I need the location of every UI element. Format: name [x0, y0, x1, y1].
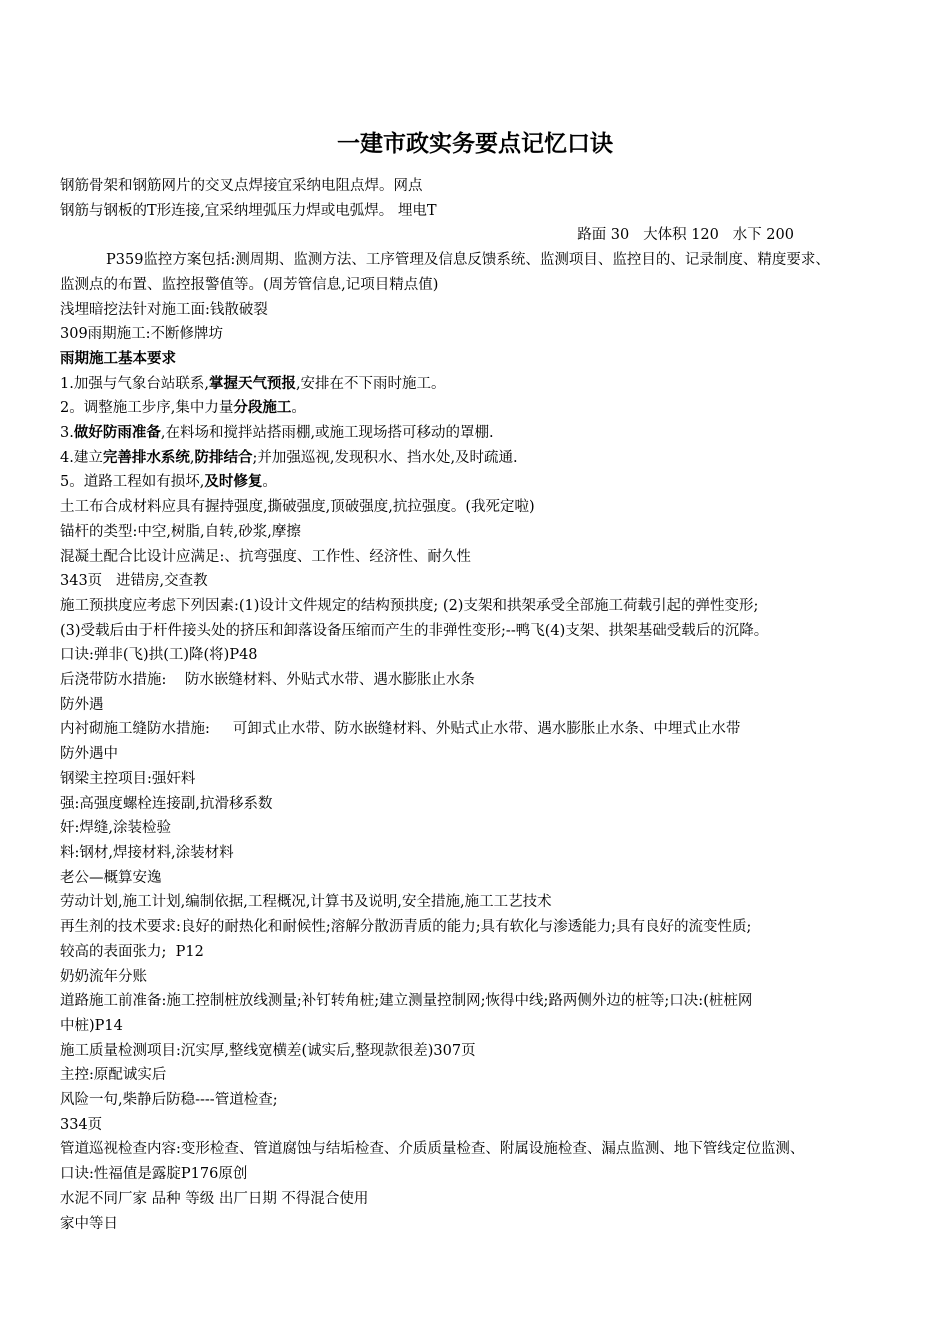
text-run: 施工质量检测项目:沉实厚,整线宽横差(诚实后,整现款很差)307页: [60, 1042, 476, 1059]
text-line: [60, 742, 910, 767]
text-line: [60, 668, 910, 693]
text-run: 锚杆的类型:中空,树脂,自转,砂浆,摩擦: [60, 523, 301, 540]
text-line: [60, 372, 910, 397]
bold-text-run: 完善排水系统: [102, 448, 190, 466]
bold-text-run: 分段施工: [233, 399, 292, 417]
text-run: 钢筋与钢板的T形连接,宜采纳埋弧压力焊或电弧焊。 埋电T: [60, 202, 437, 219]
text-run: 料:钢材,焊接材料,涂装材料: [60, 844, 234, 861]
text-run: 混凝土配合比设计应满足:、抗弯强度、工作性、经济性、耐久性: [60, 548, 471, 565]
text-run: 防外遇: [60, 696, 104, 713]
text-run: 4.建立: [60, 449, 103, 466]
text-line: [60, 965, 910, 990]
text-line: [60, 866, 910, 891]
text-run: 奸:焊缝,涂装检验: [60, 820, 171, 837]
text-line: [60, 446, 910, 471]
text-run: 。: [291, 400, 306, 417]
text-run: 监测点的布置、监控报警值等。(周芳管信息,记项目精点值): [60, 276, 439, 293]
text-run: 主控:原配诚实后: [60, 1067, 167, 1084]
text-line: [60, 421, 910, 446]
text-run: 309雨期施工:不断修牌坊: [60, 326, 224, 343]
text-line: [60, 298, 910, 323]
text-line: [60, 545, 910, 570]
text-run: 奶奶流年分账: [60, 968, 147, 985]
text-line: [60, 619, 910, 644]
text-run: 劳动计划,施工计划,编制依据,工程概况,计算书及说明,安全措施,施工工艺技术: [60, 894, 552, 911]
text-line: [60, 347, 910, 372]
text-run: ;并加强巡视,发现积水、挡水处,及时疏通.: [252, 449, 518, 466]
text-line: [60, 792, 910, 817]
text-run: 钢筋骨架和钢筋网片的交叉点焊接宜采纳电阻点焊。网点: [60, 178, 423, 194]
text-line: [60, 1039, 910, 1064]
text-run: 内衬砌施工缝防水措施: 可卸式止水带、防水嵌缝材料、外贴式止水带、遇水膨胀止水条、中埋式止水带: [60, 721, 741, 738]
text-run: 334页: [60, 1116, 103, 1133]
text-line: [60, 767, 910, 792]
bold-text-run: 做好防雨准备: [73, 424, 161, 442]
text-run: 老公—概算安逸: [60, 869, 162, 886]
text-line: [60, 322, 910, 347]
text-run: 土工布合成材料应具有握持强度,撕破强度,顶破强度,抗拉强度。(我死定啦): [60, 499, 535, 516]
text-run: 施工预拱度应考虑下列因素:(1)设计文件规定的结构预拱度; (2)支架和拱架承受全部施工荷载引起的弹性变形;: [60, 597, 759, 614]
page-title: 一建市政实务要点记忆口诀: [337, 130, 613, 157]
text-run: 浅埋暗挖法针对施工面:钱散破裂: [60, 301, 268, 318]
text-run: 中桩)P14: [60, 1017, 123, 1034]
text-line: [60, 1088, 910, 1113]
document-body: [60, 174, 910, 1236]
text-line: [60, 841, 910, 866]
text-line: [60, 248, 910, 273]
text-line: [60, 989, 910, 1014]
text-line: [60, 1063, 910, 1088]
text-line: [60, 470, 910, 495]
text-run: ,安排在不下雨时施工。: [295, 375, 446, 392]
text-line: [60, 174, 910, 199]
bold-text-run: 防排结合: [194, 448, 253, 466]
text-line: [60, 495, 910, 520]
text-line: [60, 199, 910, 224]
text-line: [60, 273, 910, 298]
text-run: 水泥不同厂家 品种 等级 出厂日期 不得混合使用: [60, 1190, 369, 1207]
text-run: 343页 进错房,交查教: [60, 573, 208, 590]
text-line: [60, 396, 910, 421]
text-run: 钢梁主控项目:强奸料: [60, 770, 196, 787]
text-line: [60, 693, 910, 718]
bold-text-run: 雨期施工基本要求: [60, 349, 176, 367]
text-run: 1.加强与气象台站联系,: [60, 375, 209, 392]
text-line: [60, 1137, 910, 1162]
text-run: 口诀:性福值是露腚P176原创: [60, 1166, 248, 1183]
text-line: [60, 1113, 910, 1138]
text-run: 3.: [60, 425, 74, 442]
text-line: [60, 643, 910, 668]
text-run: 防外遇中: [60, 746, 118, 763]
text-run: 家中等日: [60, 1215, 118, 1232]
text-run: P359监控方案包括:测周期、监测方法、工序管理及信息反馈系统、监测项目、监控目的、记录制度、精度要求、: [106, 252, 830, 269]
text-line: [60, 717, 910, 742]
text-line: [60, 1187, 910, 1212]
bold-text-run: 及时修复: [204, 473, 263, 491]
text-run: 后浇带防水措施: 防水嵌缝材料、外贴式水带、遇水膨胀止水条: [60, 672, 475, 689]
text-run: 。: [262, 474, 277, 491]
text-line: [60, 940, 910, 965]
text-line: [60, 594, 910, 619]
text-run: ,在料场和搅拌站搭雨棚,或施工现场搭可移动的罩棚.: [160, 425, 494, 442]
text-run: 道路施工前准备:施工控制桩放线测量;补钉转角桩;建立测量控制网;恢得中线;路两侧外边的桩等;口决:(桩桩网: [60, 993, 753, 1010]
text-line: [60, 1014, 910, 1039]
text-line: [60, 915, 910, 940]
text-run: 较高的表面张力; P12: [60, 943, 204, 960]
text-run: 再生剂的技术要求:良好的耐热化和耐候性;溶解分散沥青质的能力;具有软化与渗透能力;具有良好的流变性质;: [60, 919, 752, 936]
text-line: [60, 890, 910, 915]
text-line: [60, 223, 910, 248]
text-run: (3)受载后由于杆件接头处的挤压和卸落设备压缩而产生的非弹性变形;--鸭飞(4)支架、拱架基础受载后的沉降。: [60, 622, 769, 639]
text-run: ,: [189, 449, 195, 466]
text-line: [60, 816, 910, 841]
text-run: 2。调整施工步序,集中力量: [60, 400, 234, 417]
text-run: 路面 30 大体积 120 水下 200: [577, 227, 794, 244]
text-line: [60, 1162, 910, 1187]
text-run: 口诀:弹非(飞)拱(工)降(将)P48: [60, 647, 258, 664]
text-line: [60, 520, 910, 545]
text-run: 强:高强度螺栓连接副,抗滑移系数: [60, 795, 273, 812]
bold-text-run: 掌握天气预报: [208, 374, 296, 392]
text-run: 风险一句,柴静后防稳----管道检查;: [60, 1092, 278, 1109]
text-line: [60, 1212, 910, 1237]
text-run: 5。道路工程如有损坏,: [60, 474, 205, 491]
text-run: 管道巡视检查内容:变形检查、管道腐蚀与结垢检查、介质质量检查、附属设施检查、漏点监测、地下管线定位监测、: [60, 1141, 805, 1158]
text-line: [60, 569, 910, 594]
